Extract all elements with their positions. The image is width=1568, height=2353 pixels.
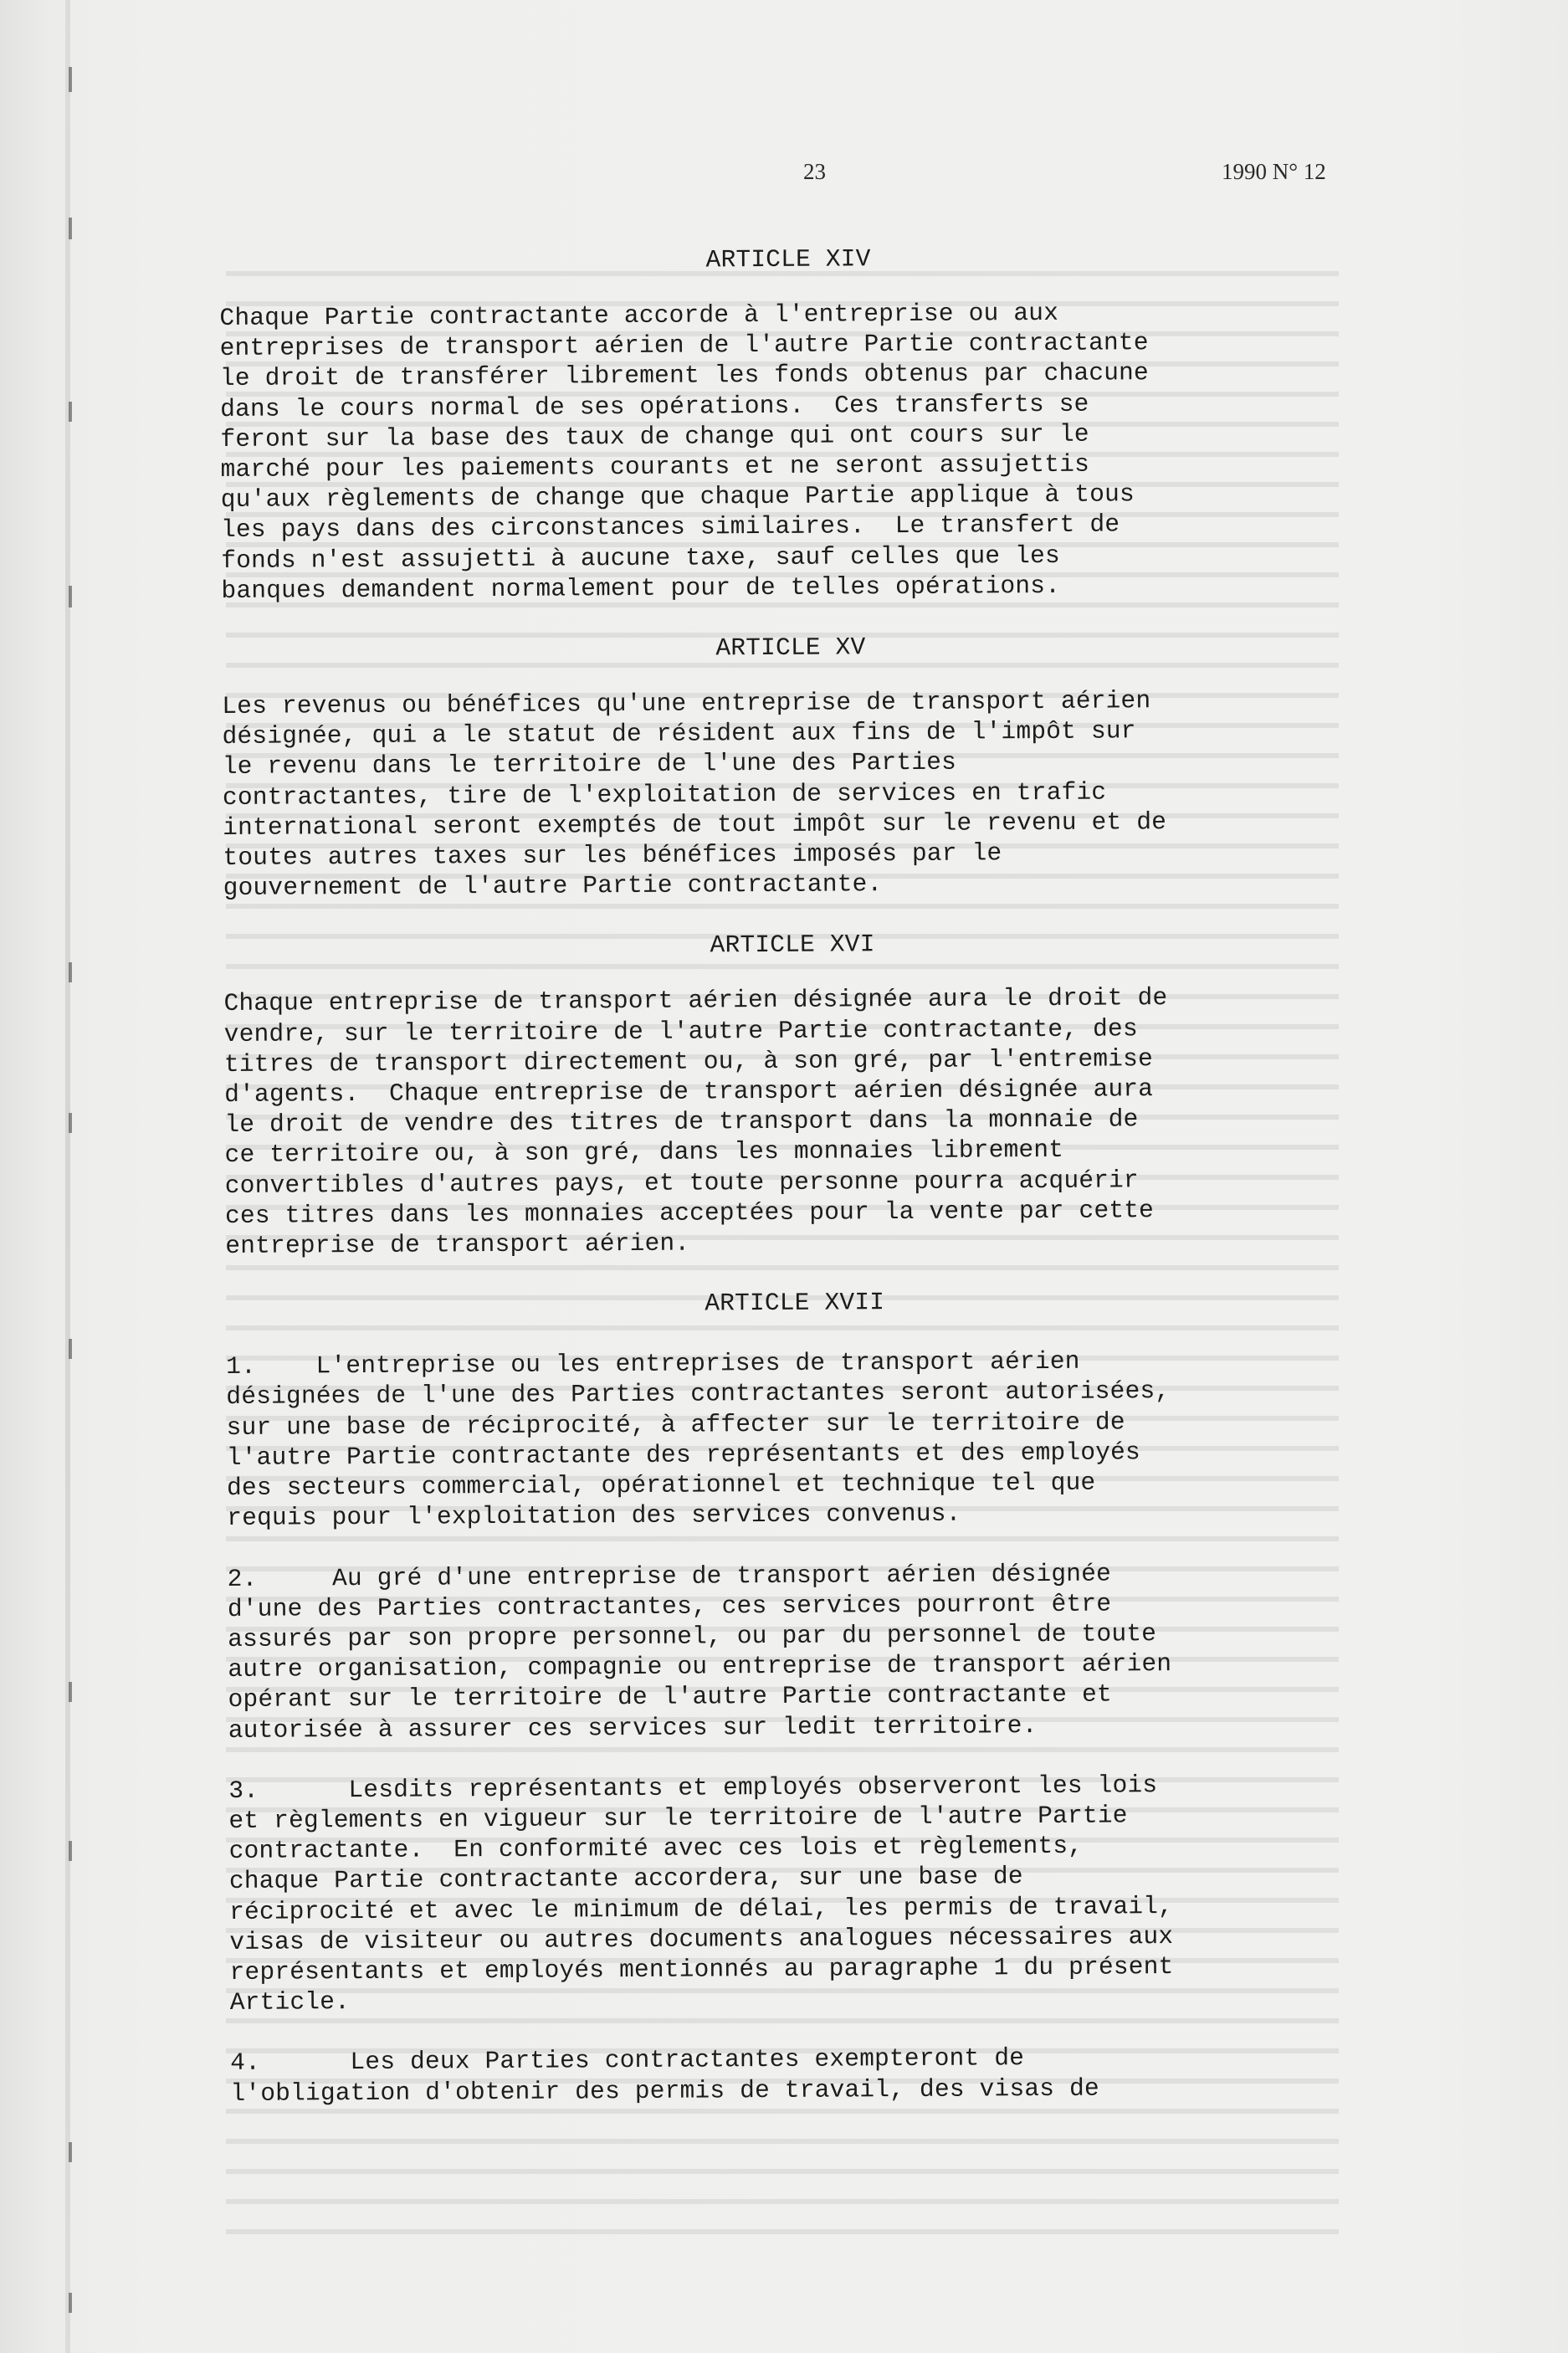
binding-mark (69, 1113, 72, 1133)
article-paragraph: Chaque Partie contractante accorde à l'entreprise ou aux entreprises de transport aérien de l'autre Partie contractante le droit de transférer librement les fonds obtenus par chacune dans le cours normal de ses opérations. Ces transferts se feront sur la base des taux de change qui ont cours sur le marché pour les paiements courants et ne seront assujettis qu'aux règlements de change que chaque Partie applique à tous les pays dans des circonstances similaires. Le transfert de fonds n'est assujetti à aucune taxe, sauf celles que les banques demandent normalement pour de telles opérations. (219, 298, 1150, 605)
article-heading: ARTICLE XVII (705, 1288, 885, 1318)
binding-mark (69, 1339, 72, 1359)
document-body (219, 241, 1369, 2109)
binding-mark (69, 2293, 72, 2313)
article-heading: ARTICLE XVI (710, 930, 875, 960)
binding-mark (69, 586, 72, 607)
binding-mark (69, 402, 72, 422)
article-heading: ARTICLE XIV (705, 244, 871, 274)
article-paragraph: Les revenus ou bénéfices qu'une entreprise de transport aérien désignée, qui a le statut de résident aux fins de l'impôt sur le revenu dans le territoire de l'une des Parties contractantes, tire de l'exploitation de services en trafic international seront exemptés de tout impôt sur le revenu et de toutes autres taxes sur les bénéfices imposés par le gouvernement de l'autre Partie contractante. (222, 686, 1167, 903)
article-heading: ARTICLE XV (715, 633, 866, 663)
binding-mark (69, 2142, 72, 2162)
binding-edge (65, 0, 70, 2353)
page-header (0, 159, 1568, 192)
binding-mark (69, 67, 72, 92)
article-paragraph: 3. Lesdits représentants et employés observeront les lois et règlements en vigueur sur le territoire de l'autre Partie contractante. En conformité avec ces lois et règlements, chaque Partie contractante accordera, sur une base de réciprocité et avec le minimum de délai, les permis de travail, visas de visiteur ou autres documents analogues nécessaires aux représentants et employés mentionnés au paragraphe 1 du présent Article. (228, 1770, 1174, 2017)
article-paragraph: 1. L'entreprise ou les entreprises de transport aérien désignées de l'une des Parties contractantes seront autorisées, sur une base de réciprocité, à affecter sur le territoire de l'autre Partie contractante des représentants et des employés des secteurs commercial, opérationnel et technique tel que requis pour l'exploitation des services convenus. (226, 1347, 1171, 1533)
binding-mark (69, 218, 72, 239)
article-paragraph: Chaque entreprise de transport aérien désignée aura le droit de vendre, sur le territoire de l'autre Partie contractante, des titres de transport directement ou, à son gré, par l'entremise d'agents. Chaque entreprise de transport aérien désignée aura le droit de vendre des titres de transport dans la monnaie de ce territoire ou, à son gré, dans les monnaies librement convertibles d'autres pays, et toute personne pourra acquérir ces titres dans les monnaies acceptées pour la vente par cette entreprise de transport aérien. (223, 983, 1168, 1261)
binding-mark (69, 962, 72, 982)
journal-reference: 1990 N° 12 (1222, 159, 1326, 184)
binding-mark (69, 1682, 72, 1702)
article-paragraph: 2. Au gré d'une entreprise de transport aérien désignée d'une des Parties contractantes, ces services pourront être assurés par son propre personnel, ou par du personnel de toute autre organisation, compagnie ou entreprise de transport aérien opérant sur le territoire de l'autre Partie contractante et autorisée à assurer ces services sur ledit territoire. (227, 1559, 1172, 1745)
article-paragraph: 4. Les deux Parties contractantes exempteront de l'obligation d'obtenir des permis de travail, des visas de (230, 2043, 1099, 2108)
binding-mark (69, 1841, 72, 1861)
page-number: 23 (803, 159, 826, 184)
